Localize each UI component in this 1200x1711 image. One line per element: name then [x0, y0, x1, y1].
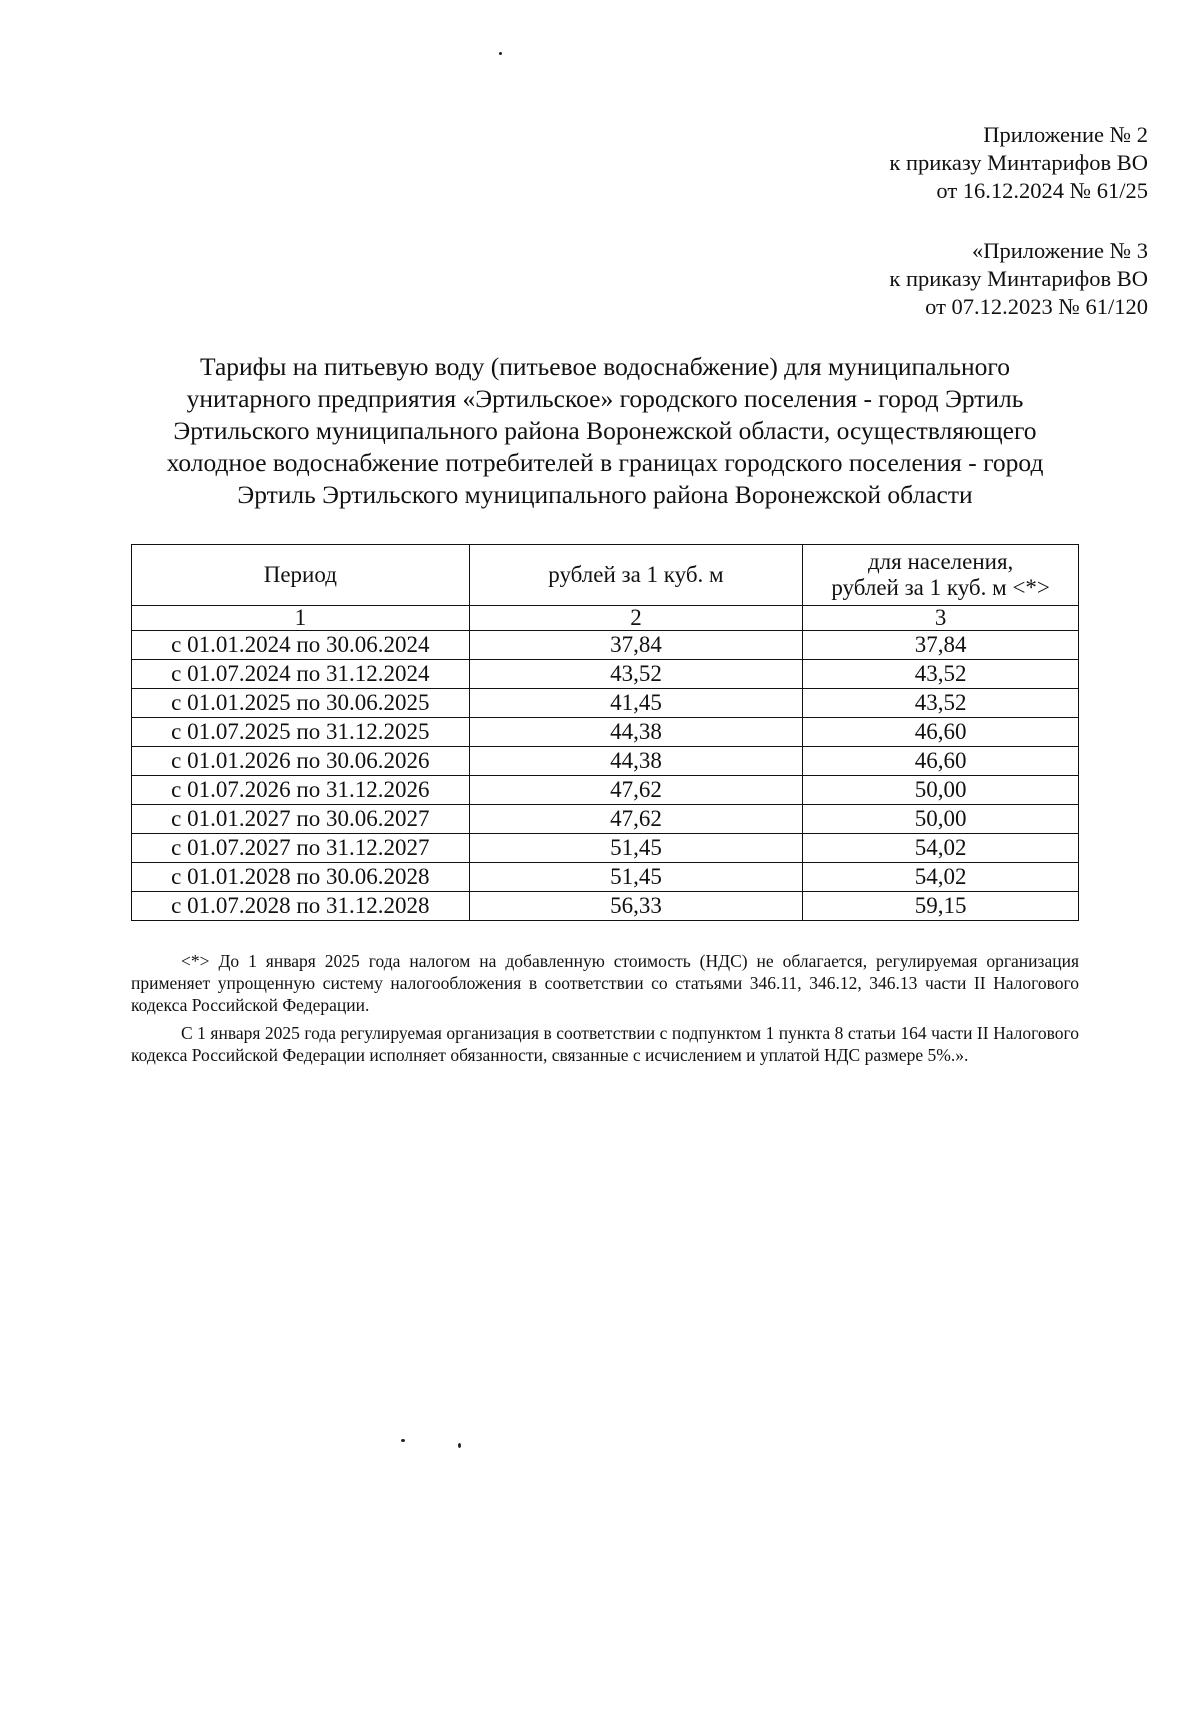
period-cell: с 01.07.2024 по 31.12.2024 — [132, 660, 470, 689]
population-cell: 46,60 — [803, 747, 1079, 776]
scan-speck — [499, 52, 502, 55]
column-number: 1 — [132, 606, 470, 631]
period-cell: с 01.01.2024 по 30.06.2024 — [132, 631, 470, 660]
rub-cell: 41,45 — [469, 689, 803, 718]
table-row — [132, 834, 1079, 863]
previous-annex-number: «Приложение № 3 — [972, 238, 1148, 263]
table-header-row — [132, 545, 1079, 606]
period-cell: с 01.01.2026 по 30.06.2026 — [132, 747, 470, 776]
tariffs-table — [131, 544, 1079, 921]
document-title — [130, 351, 1080, 511]
previous-annex-order-date: от 07.12.2023 № 61/120 — [925, 294, 1148, 319]
rub-cell: 51,45 — [469, 834, 803, 863]
population-cell: 54,02 — [803, 863, 1079, 892]
rub-cell: 47,62 — [469, 776, 803, 805]
population-cell: 59,15 — [803, 892, 1079, 921]
header-population-line2: рублей за 1 куб. м <*> — [831, 575, 1050, 600]
population-cell: 54,02 — [803, 834, 1079, 863]
header-rub-per-m3: рублей за 1 куб. м — [469, 545, 803, 606]
column-number: 2 — [469, 606, 803, 631]
population-cell: 37,84 — [803, 631, 1079, 660]
table-row — [132, 718, 1079, 747]
title-line: Тарифы на питьевую воду (питьевое водоснабжение) для муниципального — [200, 352, 1010, 381]
period-cell: с 01.01.2027 по 30.06.2027 — [132, 805, 470, 834]
rub-cell: 44,38 — [469, 718, 803, 747]
previous-annex-header — [668, 237, 1148, 321]
population-cell: 50,00 — [803, 776, 1079, 805]
column-number-row — [132, 606, 1079, 631]
column-number: 3 — [803, 606, 1079, 631]
previous-annex-order-ref: к приказу Минтарифов ВО — [889, 266, 1148, 291]
header-period: Период — [132, 545, 470, 606]
period-cell: с 01.07.2026 по 31.12.2026 — [132, 776, 470, 805]
table-row — [132, 776, 1079, 805]
annex-number: Приложение № 2 — [983, 122, 1148, 147]
rub-cell: 43,52 — [469, 660, 803, 689]
table-row — [132, 863, 1079, 892]
period-cell: с 01.01.2028 по 30.06.2028 — [132, 863, 470, 892]
title-line: Эртиль Эртильского муниципального района Воронежской области — [237, 480, 973, 509]
rub-cell: 47,62 — [469, 805, 803, 834]
rub-cell: 44,38 — [469, 747, 803, 776]
table-row — [132, 805, 1079, 834]
population-cell: 50,00 — [803, 805, 1079, 834]
rub-cell: 56,33 — [469, 892, 803, 921]
rub-cell: 51,45 — [469, 863, 803, 892]
footnotes — [131, 950, 1079, 1066]
table-row — [132, 660, 1079, 689]
table-row — [132, 689, 1079, 718]
annex-header — [668, 121, 1148, 205]
table-row — [132, 892, 1079, 921]
footnote-vat-exemption: <*> До 1 января 2025 года налогом на добавленную стоимость (НДС) не облагается, регулируемая организация применяет упрощенную систему налогообложения в соответствии со статьями 346.11, 346.12, 346.13 части II Налогового кодекса Российской Федерации. — [131, 951, 1079, 1015]
title-line: холодное водоснабжение потребителей в границах городского поселения - город — [166, 448, 1044, 477]
population-cell: 46,60 — [803, 718, 1079, 747]
population-cell: 43,52 — [803, 689, 1079, 718]
annex-order-ref: к приказу Минтарифов ВО — [889, 150, 1148, 175]
period-cell: с 01.07.2028 по 31.12.2028 — [132, 892, 470, 921]
period-cell: с 01.01.2025 по 30.06.2025 — [132, 689, 470, 718]
population-cell: 43,52 — [803, 660, 1079, 689]
title-line: унитарного предприятия «Эртильское» городского поселения - город Эртиль — [186, 384, 1024, 413]
header-population-line1: для населения, — [867, 549, 1014, 574]
rub-cell: 37,84 — [469, 631, 803, 660]
footnote-vat-obligation: С 1 января 2025 года регулируемая организация в соответствии с подпунктом 1 пункта 8 статьи 164 части II Налогового кодекса Российской Федерации исполняет обязанности, связанные с исчислением и уплатой НДС размере 5%.». — [131, 1023, 1079, 1065]
table-row — [132, 631, 1079, 660]
scan-speck — [401, 1439, 405, 1442]
period-cell: с 01.07.2027 по 31.12.2027 — [132, 834, 470, 863]
annex-order-date: от 16.12.2024 № 61/25 — [936, 178, 1148, 203]
header-population — [803, 545, 1079, 606]
table-row — [132, 747, 1079, 776]
title-line: Эртильского муниципального района Воронежской области, осуществляющего — [173, 416, 1037, 445]
period-cell: с 01.07.2025 по 31.12.2025 — [132, 718, 470, 747]
scan-speck — [458, 1443, 461, 1448]
